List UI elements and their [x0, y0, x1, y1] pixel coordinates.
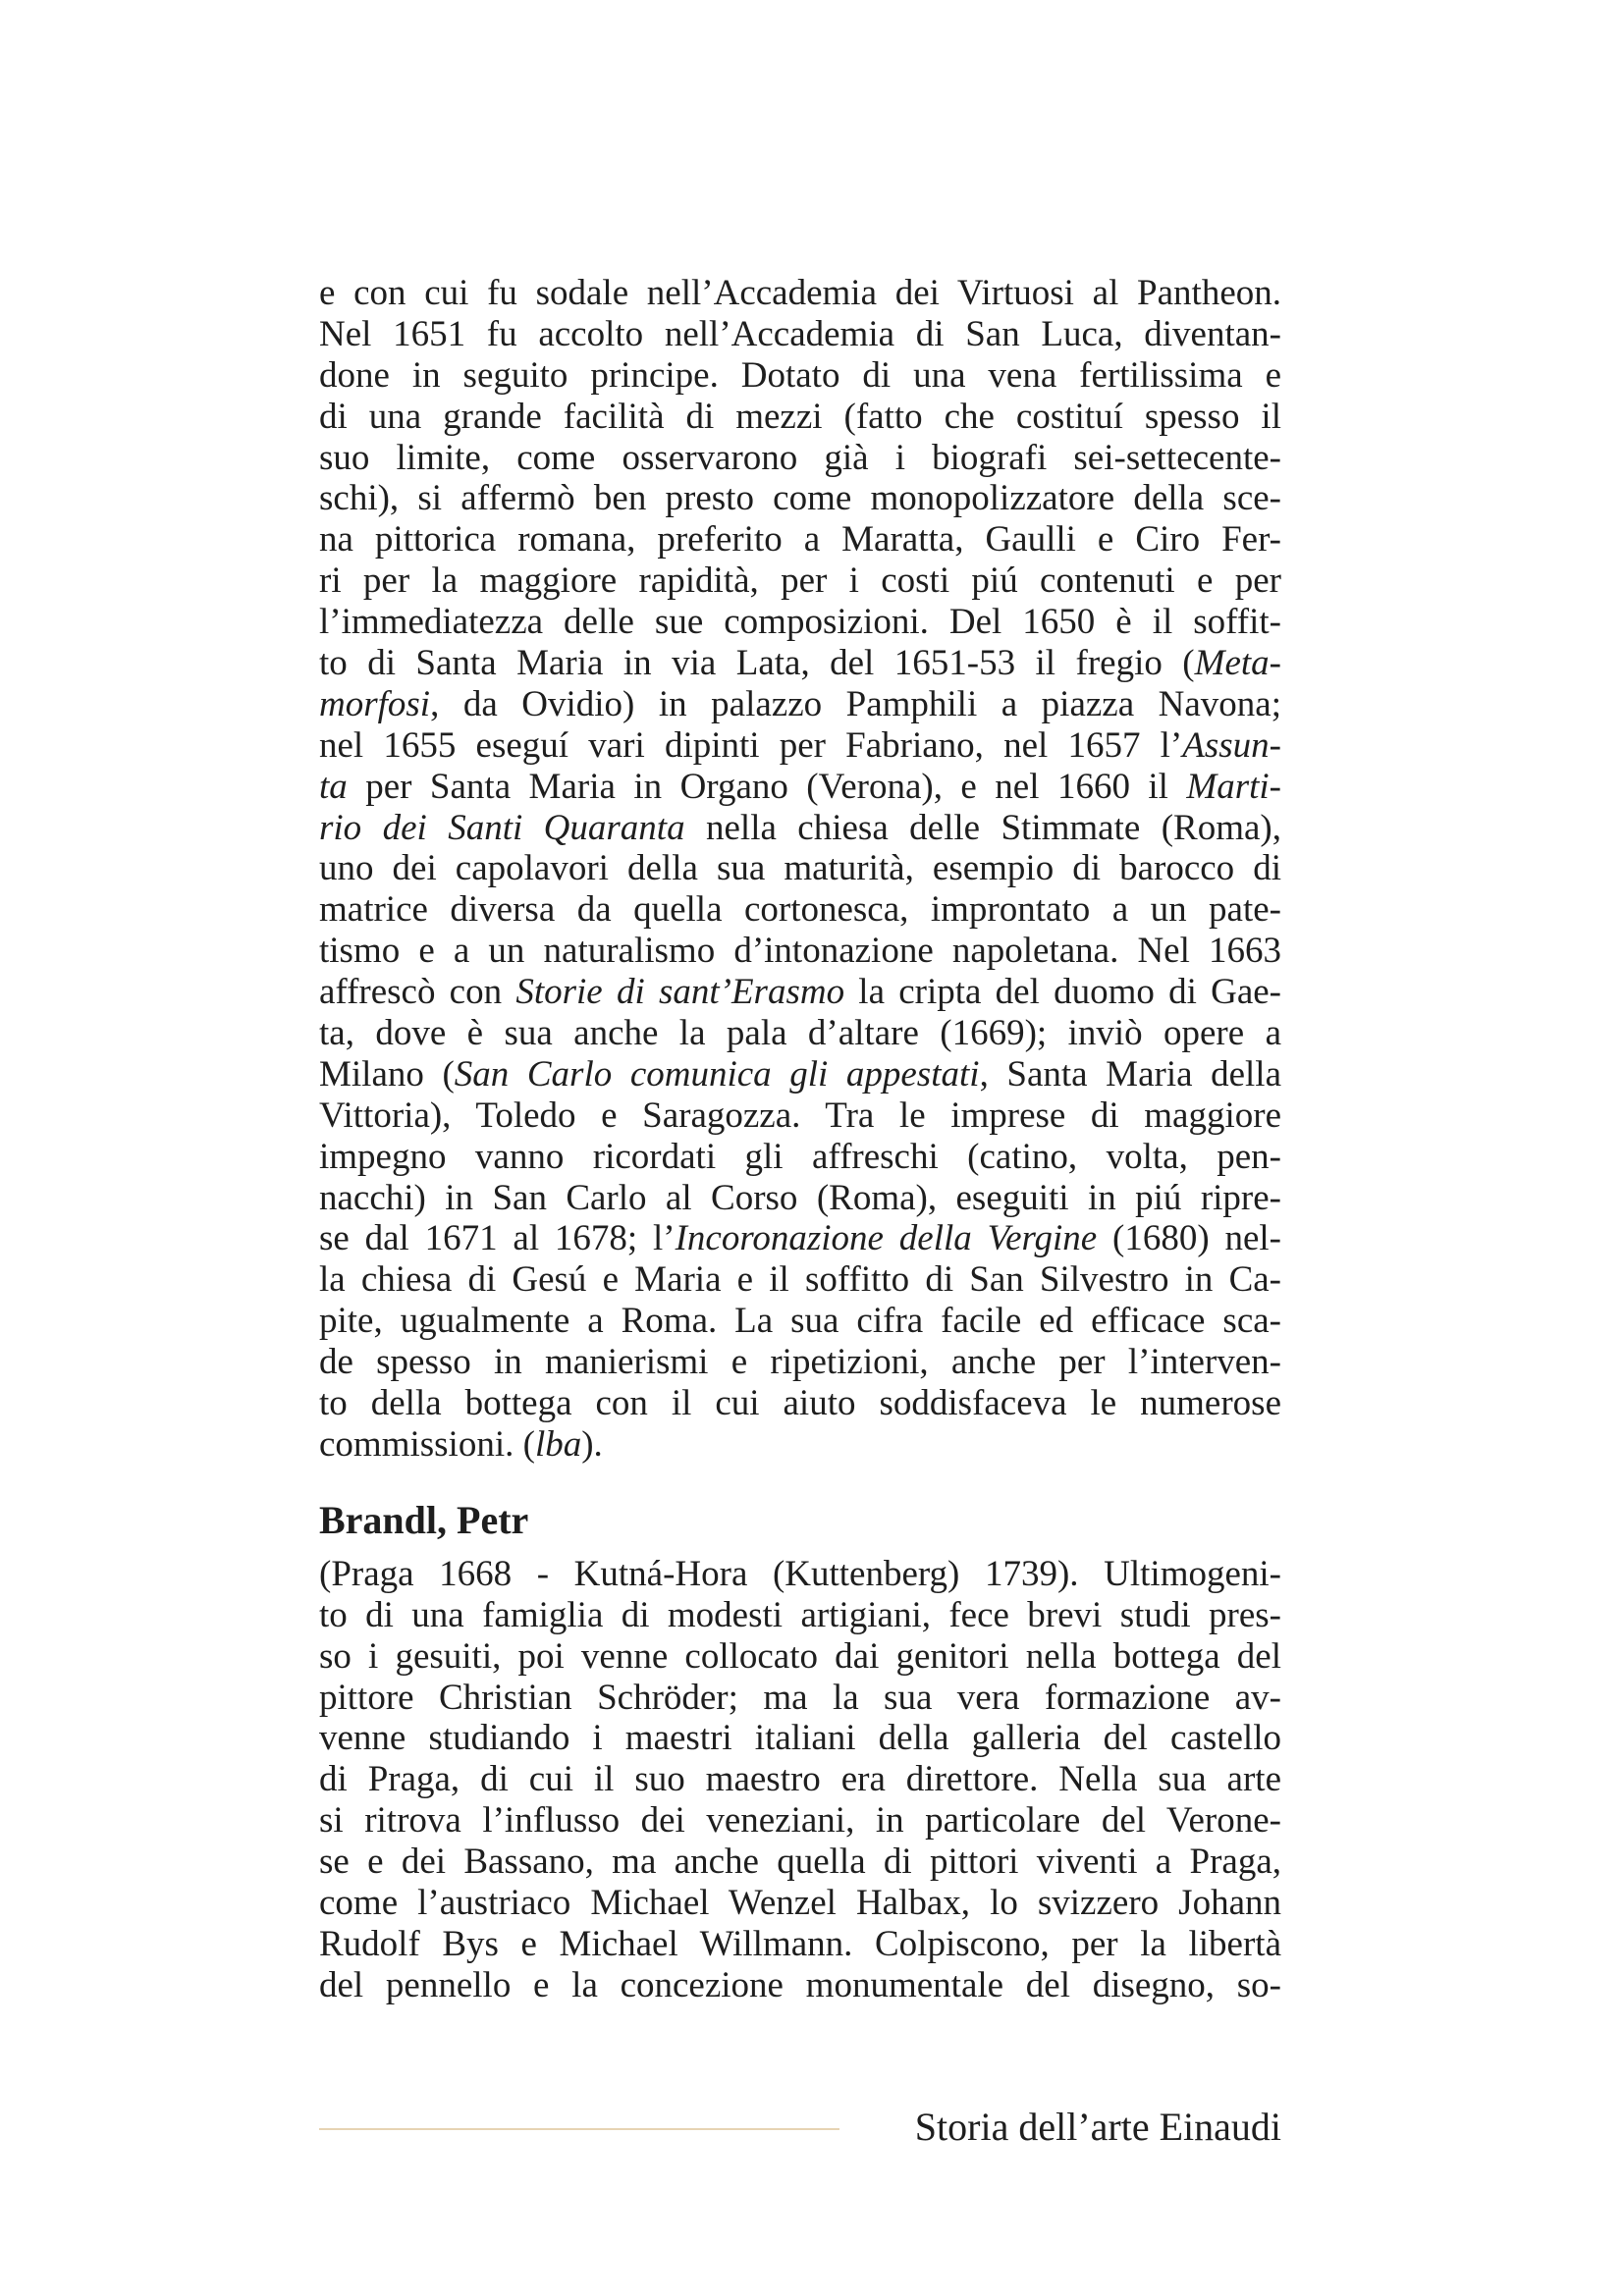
text-line: matrice diversa da quella cortonesca, improntato a un pate- [319, 889, 1281, 931]
text-line: Vittoria), Toledo e Saragozza. Tra le imprese di maggiore [319, 1095, 1281, 1136]
italic-title: San Carlo comunica gli appestati [454, 1053, 980, 1095]
italic-title: Incoronazione della Vergine [675, 1218, 1098, 1259]
text-line: so i gesuiti, poi venne collocato dai genitori nella bottega del [319, 1635, 1281, 1677]
footer-rule [319, 2128, 839, 2130]
text-line: uno dei capolavori della sua maturità, esempio di barocco di [319, 848, 1281, 889]
text-line: to di Santa Maria in via Lata, del 1651-53 il fregio (Meta- [319, 643, 1281, 684]
entry-body [319, 1554, 1281, 2006]
previous-entry-continuation [319, 273, 1281, 1466]
text-line: done in seguito principe. Dotato di una vena fertilissima e [319, 354, 1281, 396]
text-line: ta, dove è sua anche la pala d’altare (1669); inviò opere a [319, 1013, 1281, 1054]
text-line: schi), si affermò ben presto come monopolizzatore della sce- [319, 478, 1281, 519]
text-line: affrescò con Storie di sant’Erasmo la cripta del duomo di Gae- [319, 972, 1282, 1013]
entry-heading: Brandl, Petr [319, 1497, 529, 1542]
text-line: se e dei Bassano, ma anche quella di pittori viventi a Praga, [319, 1842, 1281, 1883]
text-line: (Praga 1668 - Kutná-Hora (Kuttenberg) 1739). Ultimogeni- [319, 1553, 1281, 1594]
text-line: di una grande facilità di mezzi (fatto che costituí spesso il [319, 396, 1281, 437]
text-line: morfosi, da Ovidio) in palazzo Pamphili a piazza Navona; [319, 683, 1281, 724]
text-line: suo limite, come osservarono già i biografi sei-settecente- [319, 437, 1281, 478]
text-line: nel 1655 eseguí vari dipinti per Fabriano, nel 1657 l’Assun- [319, 724, 1281, 766]
text-line: se dal 1671 al 1678; l’Incoronazione della Vergine (1680) nel- [319, 1218, 1281, 1259]
text-line: di Praga, di cui il suo maestro era direttore. Nella sua arte [319, 1759, 1281, 1800]
text-line: Nel 1651 fu accolto nell’Accademia di San Luca, diventan- [319, 313, 1281, 354]
italic-title: morfosi [319, 683, 431, 724]
italic-title: rio dei Santi Quaranta [319, 807, 685, 848]
text-line: venne studiando i maestri italiani della galleria del castello [319, 1718, 1281, 1759]
italic-title: lba [534, 1423, 582, 1465]
text-line: come l’austriaco Michael Wenzel Halbax, lo svizzero Johann [319, 1882, 1281, 1923]
text-line: to della bottega con il cui aiuto soddisfaceva le numerose [319, 1383, 1281, 1424]
text-line: commissioni. (lba). [319, 1423, 603, 1465]
text-line: ri per la maggiore rapidità, per i costi piú contenuti e per [319, 561, 1281, 602]
page-content [319, 273, 1281, 2006]
text-line: de spesso in manierismi e ripetizioni, anche per l’interven- [319, 1342, 1281, 1383]
text-line: tismo e a un naturalismo d’intonazione napoletana. Nel 1663 [319, 931, 1281, 972]
text-line: e con cui fu sodale nell’Accademia dei Virtuosi al Pantheon. [319, 273, 1281, 313]
page-footer [319, 2103, 1281, 2152]
text-line: rio dei Santi Quaranta nella chiesa delle Stimmate (Roma), [319, 807, 1281, 848]
italic-title: Storie di sant’Erasmo [515, 972, 845, 1013]
text-line: del pennello e la concezione monumentale del disegno, so- [319, 1964, 1281, 2005]
text-line: pite, ugualmente a Roma. La sua cifra facile ed efficace sca- [319, 1301, 1281, 1342]
text-line: la chiesa di Gesú e Maria e il soffitto di San Silvestro in Ca- [319, 1259, 1281, 1301]
italic-title: Marti- [1186, 766, 1281, 807]
text-line: nacchi) in San Carlo al Corso (Roma), eseguiti in piú ripre- [319, 1177, 1281, 1218]
text-line: Rudolf Bys e Michael Willmann. Colpiscono, per la libertà [319, 1923, 1281, 1964]
italic-title: Meta- [1194, 643, 1281, 684]
text-line: na pittorica romana, preferito a Maratta, Gaulli e Ciro Fer- [319, 519, 1281, 561]
text-line: si ritrova l’influsso dei veneziani, in particolare del Verone- [319, 1800, 1281, 1842]
text-line: impegno vanno ricordati gli affreschi (catino, volta, pen- [319, 1136, 1281, 1177]
footer-title: Storia dell’arte Einaudi [914, 2105, 1281, 2149]
text-line: Milano (San Carlo comunica gli appestati, Santa Maria della [319, 1053, 1282, 1095]
text-line: to di una famiglia di modesti artigiani, fece brevi studi pres- [319, 1594, 1281, 1635]
italic-title: ta [319, 766, 348, 807]
text-line: pittore Christian Schröder; ma la sua vera formazione av- [319, 1677, 1281, 1718]
italic-title: Assun- [1182, 724, 1281, 766]
text-line: ta per Santa Maria in Organo (Verona), e nel 1660 il Marti- [319, 766, 1281, 807]
text-line: l’immediatezza delle sue composizioni. Del 1650 è il soffit- [319, 602, 1281, 643]
